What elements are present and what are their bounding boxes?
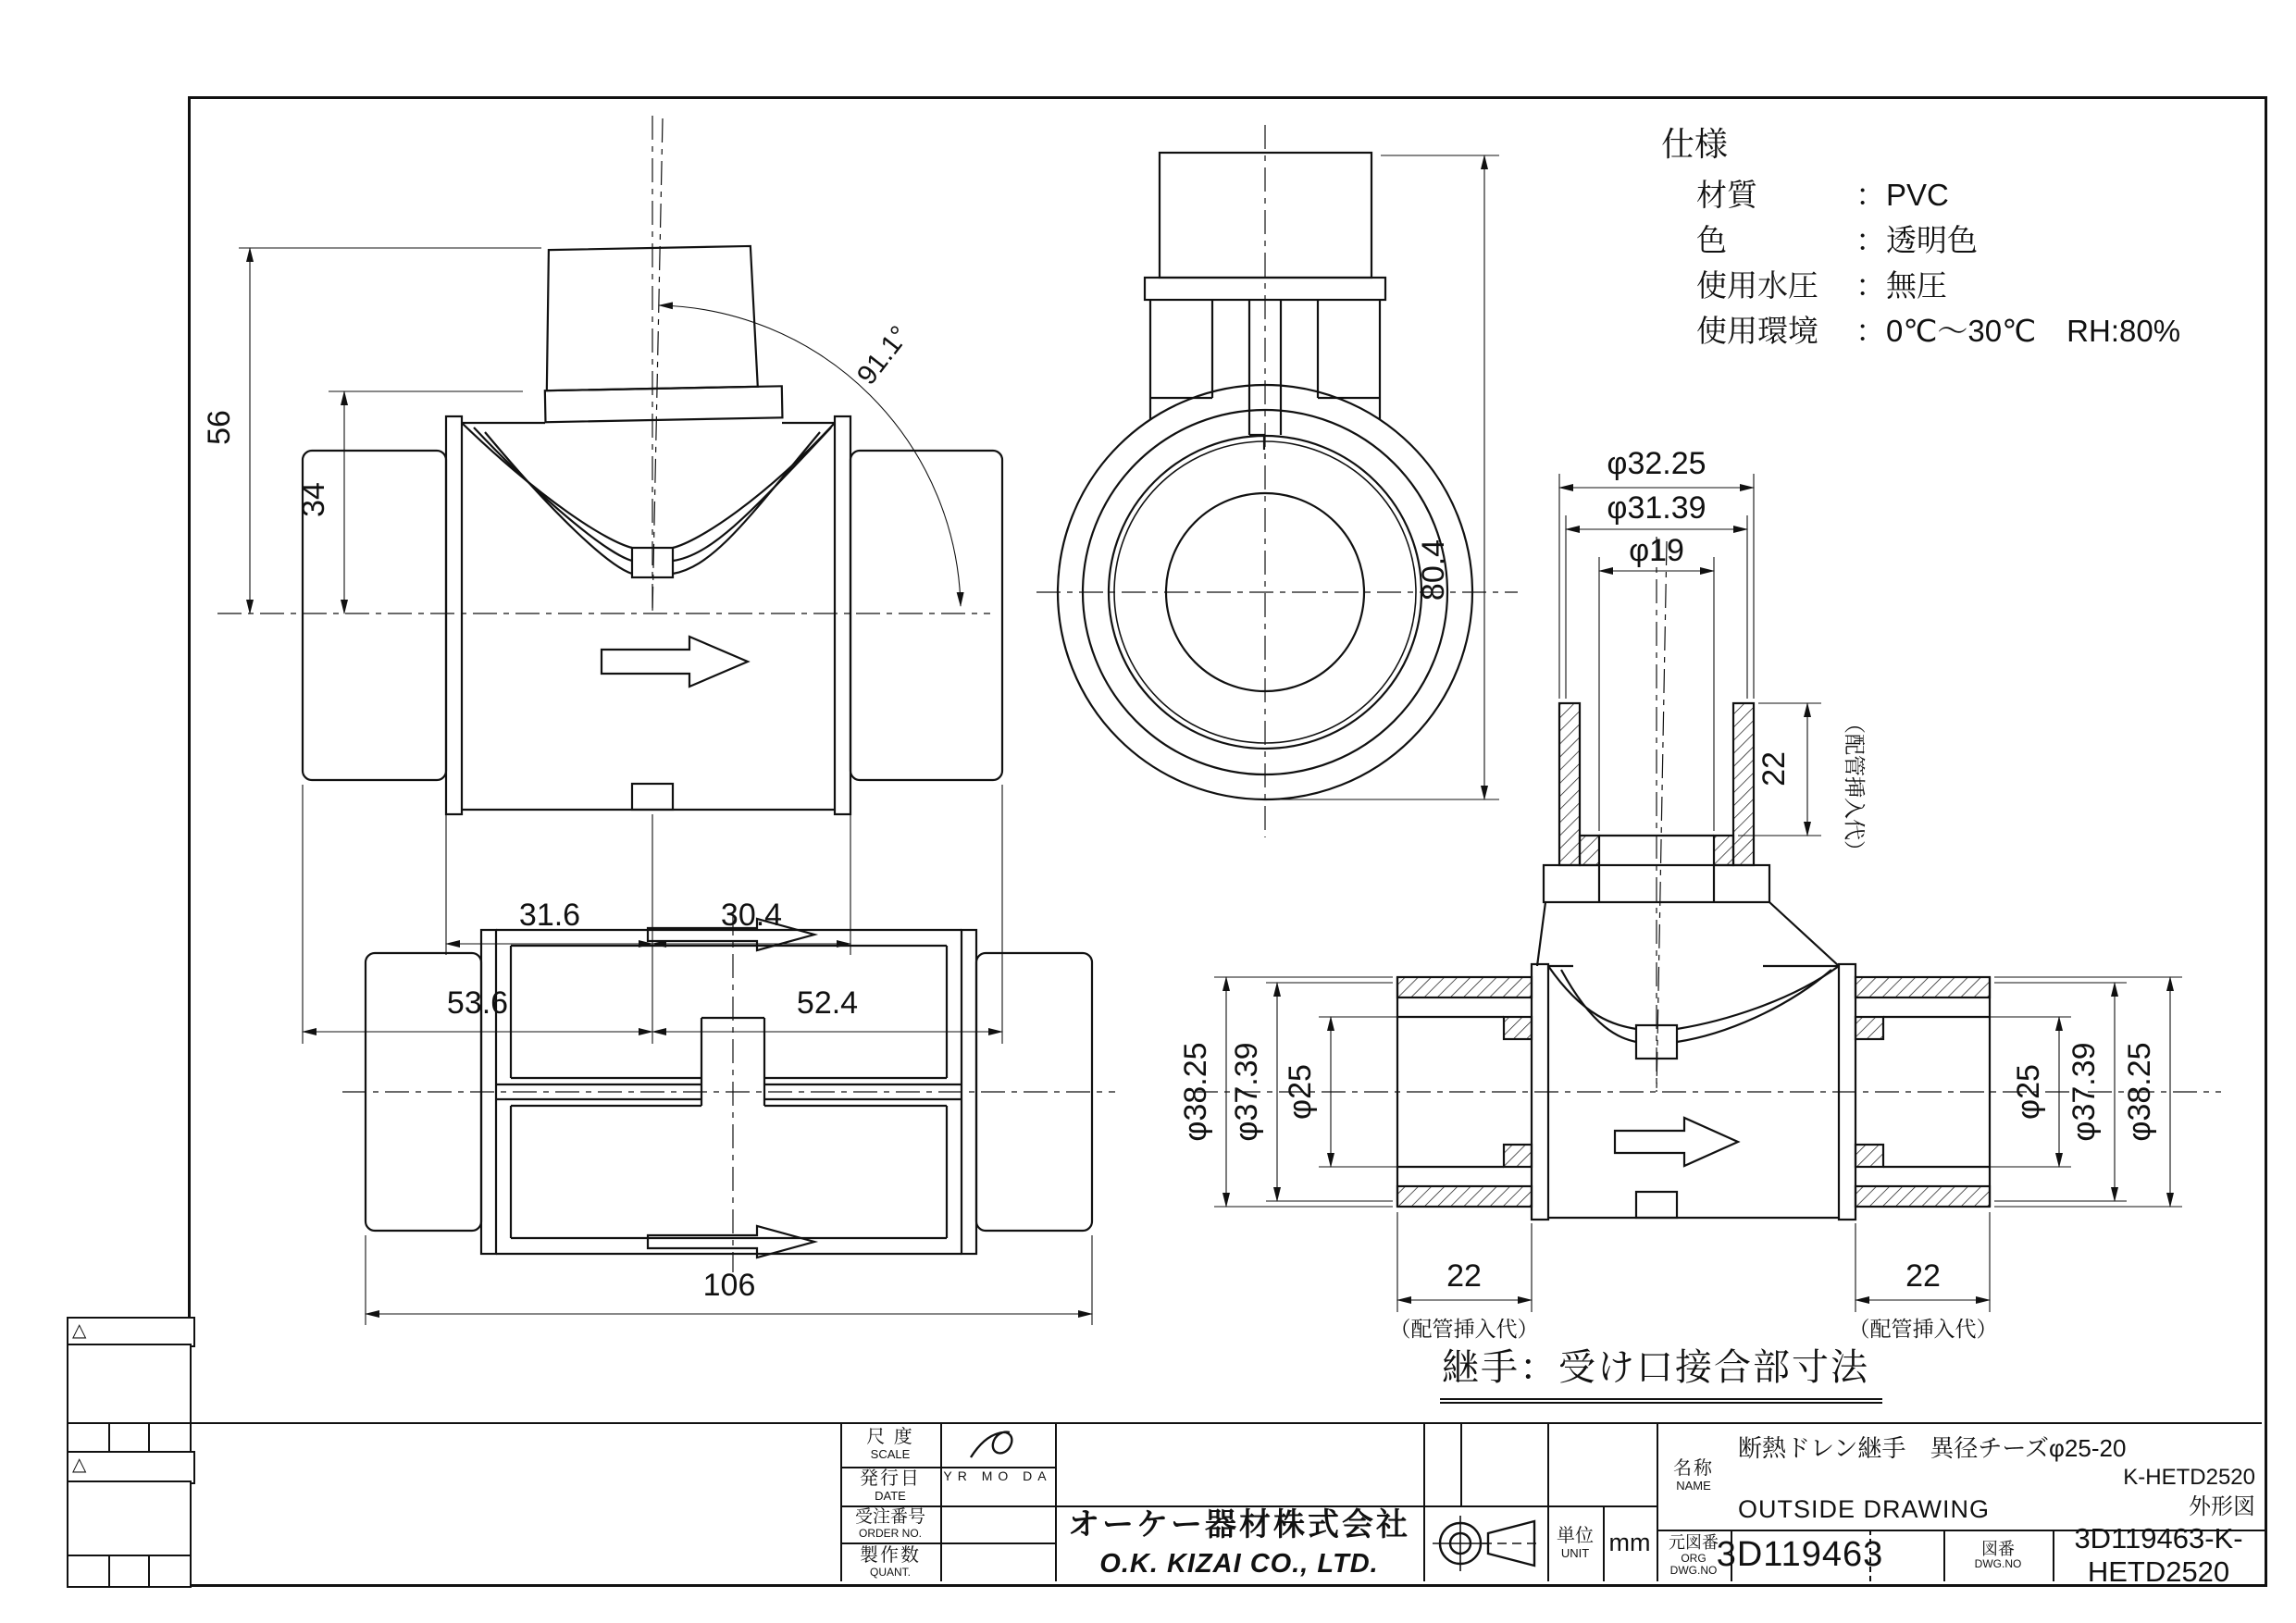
scale-freehand-mark-icon (965, 1424, 1030, 1465)
section-view (1178, 446, 2221, 1341)
dim-right-38-25: φ38.25 (2122, 1042, 2157, 1142)
model-code (2123, 1463, 2255, 1523)
right-insert-note: （配管挿入代） (1848, 1317, 1998, 1341)
part-name: 断熱ドレン継手 異径チーズφ25-20 (1738, 1434, 2127, 1462)
spec-value: ：無圧 (1855, 268, 1947, 303)
scale-label (840, 1422, 940, 1467)
spec-label: 材質 (1696, 178, 1757, 212)
order-no-label (840, 1505, 940, 1542)
dim-angle: 91.1° (850, 320, 916, 391)
branch-insert-note: （配管挿入代） (1843, 712, 1867, 861)
spec-row-pressure (1696, 262, 2272, 305)
spec-row-color (1696, 217, 2272, 260)
company (1055, 1505, 1423, 1581)
dim-left-22: 22 (1446, 1258, 1482, 1294)
company-name-en: O.K. KIZAI CO., LTD. (1099, 1548, 1379, 1579)
name-label (1657, 1422, 1731, 1530)
section-caption: 継手：受け口接合部寸法 (1440, 1338, 1882, 1404)
spec-label: 使用水圧 (1696, 268, 1818, 303)
model-number: K-HETD2520 (2123, 1465, 2255, 1490)
dim-52-4: 52.4 (796, 985, 859, 1021)
dim-80-4: 80.4 (1416, 539, 1451, 601)
scale-label-ja: 尺 度 (866, 1427, 914, 1448)
dim-dia-32-25: φ32.25 (1607, 446, 1706, 481)
dwg-label-ja: 図番 (1981, 1539, 2015, 1558)
spec-block (1661, 118, 2272, 353)
name-label-ja: 名称 (1673, 1458, 1714, 1480)
order-label-ja: 受注番号 (854, 1507, 925, 1528)
name-label-en: NAME (1676, 1479, 1711, 1493)
dim-left-38-25: φ38.25 (1178, 1042, 1213, 1142)
org-dwg-label-en: ORG DWG.NO (1669, 1551, 1718, 1578)
dim-left-37-39: φ37.39 (1229, 1042, 1264, 1142)
order-label-en: ORDER NO. (858, 1527, 922, 1541)
spec-title: 仕様 (1661, 125, 1729, 163)
dim-30-4: 30.4 (720, 898, 783, 933)
scale-value (940, 1422, 1055, 1467)
title-block-line (1460, 1422, 1462, 1505)
dwg-label (1943, 1530, 2053, 1581)
company-name-ja: オーケー器材株式会社 (1068, 1506, 1410, 1542)
revision-cell (108, 1422, 152, 1455)
spec-label: 使用環境 (1696, 314, 1818, 348)
dim-right-25: φ25 (2011, 1064, 2046, 1120)
revision-cell (148, 1555, 192, 1588)
date-label-ja: 発行日 (860, 1468, 921, 1490)
spec-row-material (1696, 171, 2272, 215)
spec-value: ：PVC (1855, 178, 1949, 212)
unit-label (1547, 1505, 1603, 1581)
spec-label: 色 (1696, 223, 1727, 257)
dim-56: 56 (202, 410, 237, 445)
dwg-number: 3D119463-K-HETD2520 (2074, 1522, 2243, 1588)
plan-view (342, 911, 1115, 1325)
dim-31-6: 31.6 (518, 898, 581, 933)
model-sub: 外形図 (2189, 1494, 2255, 1520)
third-angle-projection-icon (1427, 1510, 1544, 1577)
spec-value: ：透明色 (1855, 223, 1978, 257)
unit-label-ja: 単位 (1557, 1526, 1594, 1547)
dim-dia-19: φ19 (1629, 533, 1684, 568)
left-insert-note: （配管挿入代） (1389, 1317, 1539, 1341)
unit-label-en: UNIT (1560, 1546, 1590, 1561)
revision-cell (108, 1555, 152, 1588)
org-dwg-number: 3D119463 (1716, 1535, 1884, 1575)
revision-cell (148, 1422, 192, 1455)
name-area (1731, 1422, 2265, 1530)
revision-triangle-icon: △ (72, 1455, 87, 1475)
dim-right-37-39: φ37.39 (2066, 1042, 2102, 1142)
dim-53-6: 53.6 (446, 985, 509, 1021)
dim-106: 106 (702, 1268, 756, 1303)
date-label (840, 1467, 940, 1505)
dim-branch-22: 22 (1756, 751, 1792, 787)
drawing-type: OUTSIDE DRAWING (1738, 1495, 1991, 1523)
revision-cell (67, 1422, 112, 1455)
spec-row-environment (1696, 307, 2272, 351)
spec-value: ：0℃～30℃ RH:80% (1855, 314, 2181, 348)
org-dwg-label-ja: 元図番 (1669, 1532, 1719, 1552)
date-label-en: DATE (875, 1489, 906, 1504)
dim-dia-31-39: φ31.39 (1607, 490, 1706, 526)
dim-right-22: 22 (1905, 1258, 1941, 1294)
dim-34: 34 (296, 482, 331, 517)
date-columns: YR MO DA (943, 1468, 1052, 1483)
revision-box (67, 1481, 192, 1558)
projection-symbol-cell (1423, 1505, 1547, 1581)
front-view (202, 116, 1002, 1044)
unit-value: mm (1608, 1529, 1651, 1557)
quantity-label (840, 1542, 940, 1581)
scale-label-en: SCALE (870, 1447, 911, 1462)
qty-label-ja: 製作数 (860, 1544, 921, 1566)
revision-triangle-icon: △ (72, 1320, 87, 1341)
revision-cell (67, 1555, 112, 1588)
side-view (1036, 125, 1518, 837)
qty-label-en: QUANT. (869, 1565, 911, 1579)
dwg-label-en: DWG.NO (1974, 1557, 2022, 1571)
revision-row (67, 1451, 195, 1484)
revision-box (67, 1344, 192, 1426)
dim-left-25: φ25 (1283, 1064, 1318, 1120)
